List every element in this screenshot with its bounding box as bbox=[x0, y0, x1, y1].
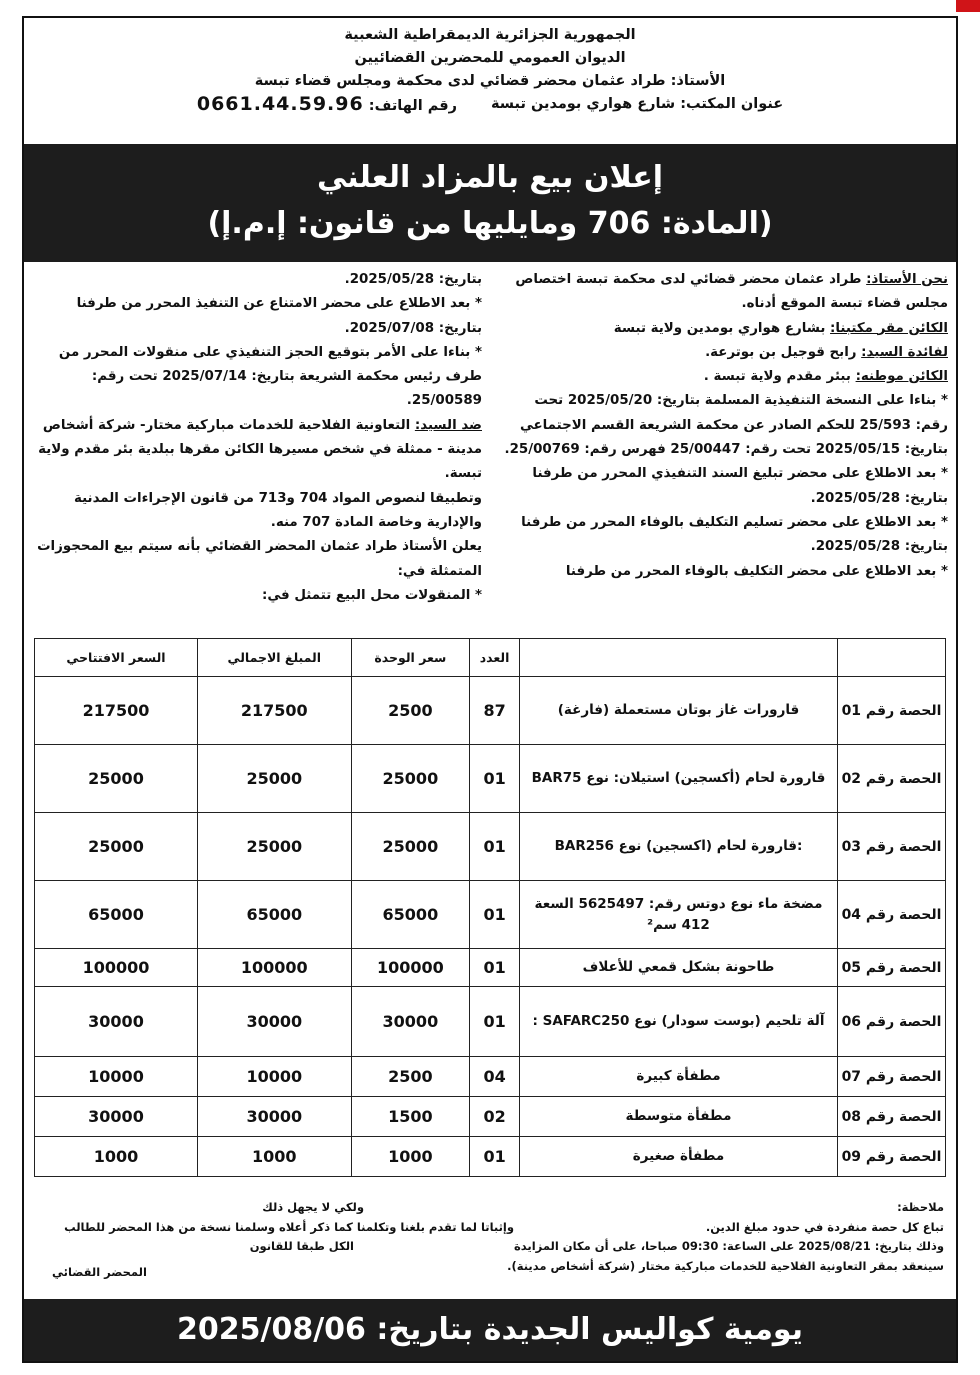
paragraph: * بعد الاطلاع على محضر الامتناع عن التنفيذ المحرر من طرفنا بتاريخ: 2025/07/08. bbox=[76, 296, 482, 336]
opening-price-cell: 25000 bbox=[35, 745, 198, 813]
bailiff-name: الأستاذ: طراد عثمان محضر قضائي لدى محكمة ومجلس قضاء تبسة bbox=[254, 73, 726, 89]
paragraph: * بعد الاطلاع على محضر تسليم التكليف بالوفاء المحرر من طرفنا بتاريخ: 2025/05/28. bbox=[521, 514, 948, 555]
paragraph: يعلن الأستاذ طراد عثمان المحضر القضائي بأنه سيتم بيع المحجوزات المتمثلة في: bbox=[37, 539, 482, 579]
table-row bbox=[35, 881, 946, 949]
paragraph bbox=[32, 414, 482, 487]
opening-price-cell: 10000 bbox=[35, 1057, 198, 1097]
header-cell-unit-price: سعر الوحدة bbox=[351, 639, 470, 677]
newspaper-footer: يومية كواليس الجديدة بتاريخ: 2025/08/06 bbox=[24, 1299, 956, 1361]
desc-cell: قارورة لحام (أكسجين) استيلان: نوع BAR75 bbox=[520, 745, 838, 813]
corner-mark bbox=[956, 0, 980, 12]
signature-label: المحضر القضائي bbox=[52, 1264, 147, 1279]
unit-price-cell: 25000 bbox=[351, 745, 470, 813]
table-row bbox=[35, 1137, 946, 1177]
qty-cell: 01 bbox=[470, 987, 520, 1057]
paragraph: * بعد الاطلاع على محضر التكليف بالوفاء المحرر من طرفنا bbox=[565, 563, 948, 579]
label: الكائن مقر مكتبنا: bbox=[830, 320, 948, 336]
label: نحن الأستاذ: bbox=[866, 272, 948, 287]
table-row bbox=[35, 677, 946, 745]
announcement-page bbox=[22, 16, 958, 1363]
lot-cell: الحصة رقم 08 bbox=[838, 1097, 946, 1137]
total-cell: 100000 bbox=[197, 949, 351, 987]
total-cell: 25000 bbox=[197, 813, 351, 881]
lot-cell: الحصة رقم 04 bbox=[838, 881, 946, 949]
qty-cell: 01 bbox=[470, 1137, 520, 1177]
unit-price-cell: 2500 bbox=[351, 677, 470, 745]
qty-cell: 01 bbox=[470, 949, 520, 987]
republic-name: الجمهورية الجزائرية الديمقراطية الشعبية bbox=[344, 27, 636, 43]
note-line: تباع كل حصة منفردة في حدود مبلغ الدين. bbox=[705, 1219, 944, 1234]
notes-title: ملاحظة: bbox=[897, 1200, 944, 1214]
opening-price-cell: 25000 bbox=[35, 813, 198, 881]
desc-cell: مطفأة متوسطة bbox=[520, 1097, 838, 1137]
lot-cell: الحصة رقم 03 bbox=[838, 813, 946, 881]
qty-cell: 87 bbox=[470, 677, 520, 745]
opening-price-cell: 1000 bbox=[35, 1137, 198, 1177]
desc-cell: طاحونة بشكل قمعي للأعلاف bbox=[520, 949, 838, 987]
text: رابح قوجيل بن بوترعة. bbox=[705, 344, 862, 360]
paragraph: وتطبيقا لنصوص المواد 704 و713 من قانون الإجراءات المدنية والإدارية وخاصة المادة 707 منه. bbox=[73, 490, 482, 530]
header-cell-opening-price: السعر الافتتاحي bbox=[35, 639, 198, 677]
paragraph: * بناءا على النسخة التنفيذية المسلمة بتاريخ: 2025/05/20 تحت رقم: 25/593 للحكم الصادر عن محكمة الشريعة القسم الاجتماعي بتاريخ: 2025/05/15 تحت رقم: 25/00447 فهرس رقم: 25/00769. bbox=[504, 393, 948, 458]
header-cell-lot bbox=[838, 639, 946, 677]
lots-table bbox=[34, 638, 946, 1177]
lot-cell: الحصة رقم 02 bbox=[838, 745, 946, 813]
body-columns bbox=[24, 262, 956, 632]
table-row bbox=[35, 1057, 946, 1097]
paragraph: * بناءا على الأمر بتوقيع الحجز التنفيذي على منقولات المحرر من طرف رئيس محكمة الشريعة بتاريخ: 2025/07/14 تحت رقم: 25/00589. bbox=[58, 344, 482, 409]
table-header-row bbox=[35, 639, 946, 677]
unit-price-cell: 65000 bbox=[351, 881, 470, 949]
notes-right bbox=[464, 1198, 944, 1276]
header-cell-total: المبلغ الاجمالي bbox=[197, 639, 351, 677]
desc-cell: :قارورة لحام (اكسجين) نوع BAR256 bbox=[520, 813, 838, 881]
total-cell: 25000 bbox=[197, 745, 351, 813]
table-row bbox=[35, 745, 946, 813]
table-row bbox=[35, 813, 946, 881]
phone-number: 0661.44.59.96 bbox=[196, 93, 364, 115]
lot-cell: الحصة رقم 09 bbox=[838, 1137, 946, 1177]
announcement-title: إعلان بيع بالمزاد العلني bbox=[316, 160, 664, 195]
bailiff-office-name: الديوان العمومي للمحضرين القضائيين bbox=[354, 50, 626, 66]
unit-price-cell: 2500 bbox=[351, 1057, 470, 1097]
label: ضد السيد: bbox=[414, 417, 482, 433]
total-cell: 217500 bbox=[197, 677, 351, 745]
header-cell-desc bbox=[520, 639, 838, 677]
announcement-subtitle: (المادة: 706 ومايليها من قانون: إ.م.إ) bbox=[207, 206, 773, 241]
table-row bbox=[35, 1097, 946, 1137]
total-cell: 10000 bbox=[197, 1057, 351, 1097]
closing-line: الكل طبقا للقانون bbox=[249, 1239, 354, 1253]
closing-line: ولكي لا يجهل ذلك bbox=[262, 1200, 364, 1214]
total-cell: 30000 bbox=[197, 987, 351, 1057]
lot-cell: الحصة رقم 06 bbox=[838, 987, 946, 1057]
phone-label: رقم الهاتف: bbox=[368, 98, 457, 114]
phone-block bbox=[197, 93, 457, 118]
title-banner bbox=[24, 144, 956, 262]
text: التعاونية الفلاحية للخدمات مباركية مختار- شركة أشخاص مدينة - ممثلة في شخص مسيرها الكائن مقرها ببلدية بئر مقدم ولاية تبسة. bbox=[38, 417, 482, 482]
label: الكائن موطنه: bbox=[855, 369, 948, 385]
paragraph bbox=[500, 365, 948, 389]
paragraph bbox=[500, 317, 948, 341]
total-cell: 30000 bbox=[197, 1097, 351, 1137]
unit-price-cell: 25000 bbox=[351, 813, 470, 881]
text: طراد عثمان محضر قضائي لدى محكمة تبسة اختصاص مجلس قضاء تبسة الموقع أدناه. bbox=[515, 272, 948, 312]
note-line: سينعقد بمقر التعاونية الفلاحية للخدمات مباركية مختار (شركة أشخاص مدينة). bbox=[507, 1258, 944, 1273]
opening-price-cell: 65000 bbox=[35, 881, 198, 949]
unit-price-cell: 30000 bbox=[351, 987, 470, 1057]
office-address: عنوان المكتب: شارع هواري بومدين تبسة bbox=[491, 96, 784, 112]
desc-cell: مطفأة كبيرة bbox=[520, 1057, 838, 1097]
paragraph: بتاريخ: 2025/05/28. bbox=[344, 272, 482, 287]
table-row bbox=[35, 987, 946, 1057]
left-column bbox=[32, 268, 490, 632]
unit-price-cell: 1000 bbox=[351, 1137, 470, 1177]
paragraph bbox=[500, 341, 948, 365]
unit-price-cell: 100000 bbox=[351, 949, 470, 987]
note-line: وذلك بتاريخ: 2025/08/21 على الساعة: 09:30 صباحا، على أن مكان المزايدة bbox=[513, 1239, 944, 1253]
opening-price-cell: 217500 bbox=[35, 677, 198, 745]
desc-cell: مطفأة صغيرة bbox=[520, 1137, 838, 1177]
qty-cell: 01 bbox=[470, 745, 520, 813]
total-cell: 1000 bbox=[197, 1137, 351, 1177]
qty-cell: 04 bbox=[470, 1057, 520, 1097]
desc-cell: آلة تلحيم (بوست سودار) نوع SAFARC250 : bbox=[520, 987, 838, 1057]
desc-cell: قارورات غاز بوتان مستعملة (فارغة) bbox=[520, 677, 838, 745]
paragraph bbox=[500, 268, 948, 317]
lot-cell: الحصة رقم 05 bbox=[838, 949, 946, 987]
unit-price-cell: 1500 bbox=[351, 1097, 470, 1137]
text: بشارع هواري بومدين ولاية تبسة bbox=[613, 320, 831, 336]
opening-price-cell: 30000 bbox=[35, 1097, 198, 1137]
text: ببئر مقدم ولاية تبسة . bbox=[703, 369, 856, 385]
header-cell-qty: العدد bbox=[470, 639, 520, 677]
label: لفائدة السيد: bbox=[861, 344, 948, 360]
table-row bbox=[35, 949, 946, 987]
desc-cell: مضخة ماء نوع دوتس رقم: 5625497 السعة 412 سم² bbox=[520, 881, 838, 949]
opening-price-cell: 30000 bbox=[35, 987, 198, 1057]
opening-price-cell: 100000 bbox=[35, 949, 198, 987]
qty-cell: 02 bbox=[470, 1097, 520, 1137]
qty-cell: 01 bbox=[470, 881, 520, 949]
closing-line: وإثباتا لما تقدم بلغنا وتكلمنا كما ذكر أعلاه وسلمنا نسخة من هذا المحضر للطالب bbox=[64, 1219, 514, 1234]
header bbox=[24, 18, 956, 144]
notes-left bbox=[44, 1198, 514, 1282]
contact-line bbox=[24, 93, 956, 118]
qty-cell: 01 bbox=[470, 813, 520, 881]
paragraph: * بعد الاطلاع على محضر تبليغ السند التنفيذي المحرر من طرفنا بتاريخ: 2025/05/28. bbox=[532, 466, 948, 506]
paragraph: * المنقولات محل البيع تتمثل في: bbox=[262, 587, 482, 603]
lot-cell: الحصة رقم 01 bbox=[838, 677, 946, 745]
total-cell: 65000 bbox=[197, 881, 351, 949]
right-column bbox=[490, 268, 948, 632]
lot-cell: الحصة رقم 07 bbox=[838, 1057, 946, 1097]
